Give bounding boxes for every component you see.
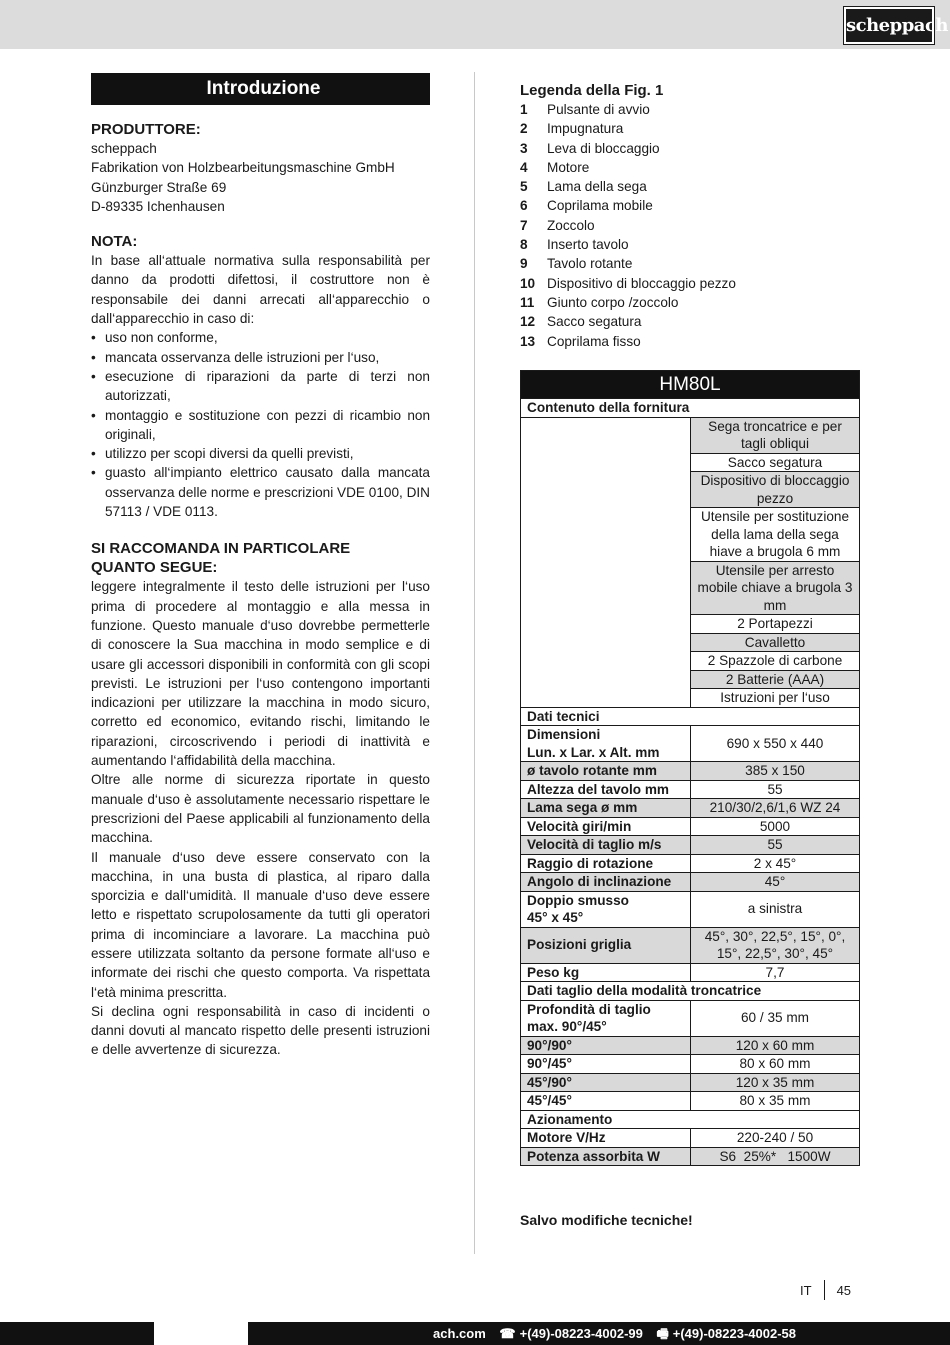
spec-value: 210/30/2,6/1,6 WZ 24 (691, 799, 860, 818)
legend-item: 2 Impugnatura (520, 121, 624, 137)
scheppach-logo: scheppach (844, 7, 934, 44)
spec-value: 2 x 45° (691, 854, 860, 873)
spec-label: Angolo di inclinazione (521, 873, 691, 892)
drive-heading: Azionamento (521, 1110, 860, 1129)
spec-label: Velocità giri/min (521, 817, 691, 836)
spec-label: ø tavolo rotante mm (521, 762, 691, 781)
list-item: • mancata osservanza delle istruzioni per l‘uso, (91, 348, 430, 367)
spec-table (520, 370, 860, 1166)
supply-item: 2 Portapezzi (691, 615, 860, 634)
spec-value: 690 x 550 x 440 (691, 726, 860, 762)
page-number: 45 (836, 1282, 852, 1298)
legend-item: 7 Zoccolo (520, 217, 595, 233)
supply-item: 2 Batterie (AAA) (691, 670, 860, 689)
spec-label: Motore V/Hz (521, 1129, 691, 1148)
spec-value: 220-240 / 50 (691, 1129, 860, 1148)
spec-value: 80 x 60 mm (691, 1055, 860, 1074)
language-code: IT (800, 1282, 812, 1298)
list-item: • uso non conforme, (91, 328, 430, 347)
legend-item: 11 Giunto corpo /zoccolo (520, 294, 679, 310)
spec-label: Altezza del tavolo mm (521, 780, 691, 799)
supply-heading: Contenuto della fornitura (521, 399, 860, 418)
spec-label: 90°/90° (521, 1036, 691, 1055)
spec-label: Lama sega ø mm (521, 799, 691, 818)
legend-item: 9 Tavolo rotante (520, 256, 633, 272)
fax-icon: 🖷 (656, 1326, 669, 1341)
manufacturer-line: scheppach (91, 141, 157, 156)
fax-number: +(49)-08223-4002-58 (672, 1326, 796, 1341)
footer-gap (154, 1322, 248, 1345)
supply-item: Sega troncatrice e per tagli obliqui (691, 417, 860, 453)
recommend-text: leggere integralmente il testo delle istruzioni per l‘uso prima di procedere al montaggio e alla messa in funzione. Questo manuale d‘uso dovrebbe permetterle di conoscere la Sua macchina in modo semplice e di usare gli accessori disponibili in conformità con gli scopi previsti. Le istruzioni per l‘uso contengono importanti indicazioni per utilizzare la macchina in modo sicuro, corretto ed economico, evitando rischi, limitando le riparazioni, circoscrivendo i periodi di inattività e aumentando l‘affidabilità della macchina. (91, 579, 430, 769)
list-item: • montaggio e sostituzione con pezzi di ricambio non originali, (91, 406, 430, 445)
tech-heading: Dati tecnici (521, 707, 860, 726)
spec-value: 45° (691, 873, 860, 892)
page-info-separator (824, 1280, 825, 1300)
manufacturer-line: Fabrikation von Holzbearbeitungsmaschine GmbH (91, 160, 395, 176)
supply-item: Dispositivo di bloccaggio pezzo (691, 472, 860, 508)
footer-bar (0, 1322, 950, 1345)
legend-title: Legenda della Fig. 1 (520, 82, 664, 99)
legend-item: 1 Pulsante di avvio (520, 102, 650, 117)
section-title: Introduzione (91, 73, 430, 105)
note-text: In base all‘attuale normativa sulla responsabilità per danno da prodotti difettosi, il costruttore non è responsabile dei danni arrecati all‘apparecchio o dall‘apparecchio in caso di: (91, 253, 430, 327)
list-item: • esecuzione di riparazioni da parte di terzi non autorizzati, (91, 367, 430, 406)
spec-label: Raggio di rotazione (521, 854, 691, 873)
recommend-text: Si declina ogni responsabilità in caso di incidenti o danni dovuti al mancato rispetto delle presenti istruzioni e delle avvertenze di sicurezza. (91, 1003, 430, 1058)
spec-value: 80 x 35 mm (691, 1092, 860, 1111)
supply-item: Cavalletto (691, 633, 860, 652)
footer-contact (433, 1322, 796, 1345)
website-link[interactable]: ach.com (433, 1326, 486, 1341)
phone-number: +(49)-08223-4002-99 (519, 1326, 643, 1341)
spec-label: 90°/45° (521, 1055, 691, 1074)
spec-label: Posizioni griglia (521, 927, 691, 963)
legend-item: 3 Leva di bloccaggio (520, 140, 660, 156)
spec-label: Peso kg (521, 963, 691, 982)
spec-value: 45°, 30°, 22,5°, 15°, 0°, 15°, 22,5°, 30°, 45° (691, 927, 860, 963)
supply-item: Utensile per arresto mobile chiave a brugola 3 mm (691, 561, 860, 615)
header-bar (0, 0, 950, 49)
spec-value: 120 x 35 mm (691, 1073, 860, 1092)
spec-label: Dimensioni Lun. x Lar. x Alt. mm (521, 726, 691, 762)
recommend-heading: QUANTO SEGUE: (91, 559, 218, 577)
recommend-text: Oltre alle norme di sicurezza riportate in questo manuale d‘uso è assolutamente necessario rispettare le prescrizioni del Paese applicabili al funzionamento della macchina. (91, 772, 430, 846)
legend-item: 5 Lama della sega (520, 179, 647, 195)
list-item: • utilizzo per scopi diversi da quelli previsti, (91, 444, 430, 463)
cut-heading: Dati taglio della modalità troncatrice (521, 982, 860, 1001)
manufacturer-heading: PRODUTTORE: (91, 121, 201, 138)
legend-item: 13 Coprilama fisso (520, 333, 641, 349)
legend-item: 12 Sacco segatura (520, 314, 642, 330)
supply-item: Sacco segatura (691, 453, 860, 472)
disclaimer-note: Salvo modifiche tecniche! (520, 1212, 693, 1228)
legend-item: 4 Motore (520, 159, 590, 175)
spec-value: a sinistra (691, 891, 860, 927)
spec-value: 60 / 35 mm (691, 1000, 860, 1036)
spec-label: 45°/45° (521, 1092, 691, 1111)
spec-label: 45°/90° (521, 1073, 691, 1092)
list-item: • guasto all‘impianto elettrico causato dalla mancata osservanza delle norme e prescrizioni VDE 0100, DIN 57113 / VDE 0113. (91, 463, 430, 521)
spec-label: Profondità di taglio max. 90°/45° (521, 1000, 691, 1036)
spec-value: 55 (691, 836, 860, 855)
manufacturer-line: D-89335 Ichenhausen (91, 198, 225, 214)
supply-item: 2 Spazzole di carbone (691, 652, 860, 671)
note-heading: NOTA: (91, 233, 138, 251)
page-info (800, 1280, 851, 1300)
spec-value: S6 25%* 1500W (691, 1147, 860, 1166)
spec-value: 385 x 150 (691, 762, 860, 781)
phone-icon: ☎ (499, 1326, 516, 1341)
model-title: HM80L (521, 371, 860, 399)
supply-item: Istruzioni per l‘uso (691, 689, 860, 708)
spec-value: 7,7 (691, 963, 860, 982)
recommend-heading: SI RACCOMANDA IN PARTICOLARE (91, 540, 351, 558)
supply-item: Utensile per sostituzione della lama della sega hiave a brugola 6 mm (691, 508, 860, 562)
legend (520, 81, 860, 351)
spec-value: 5000 (691, 817, 860, 836)
recommend-text: Il manuale d‘uso deve essere conservato con la macchina, in una busta di plastica, al riparo dalla sporcizia e dall‘umidità. Il manuale d‘uso deve essere letto e rispettato scrupolosamente da tutti gli operatori prima di incominciare a lavorare. La macchina può essere utilizzata soltanto da persone formate all‘uso e informate dei rischi che questo comporta. Va rispettata l‘età minima prescritta. (91, 849, 430, 1000)
spec-value: 55 (691, 780, 860, 799)
column-divider (474, 72, 475, 1254)
supply-spacer (521, 417, 691, 707)
legend-item: 10 Dispositivo di bloccaggio pezzo (520, 275, 736, 291)
spec-label: Potenza assorbita W (521, 1147, 691, 1166)
intro-column (91, 73, 430, 1060)
legend-item: 8 Inserto tavolo (520, 237, 629, 253)
spec-label: Doppio smusso 45° x 45° (521, 891, 691, 927)
spec-label: Velocità di taglio m/s (521, 836, 691, 855)
manufacturer-line: Günzburger Straße 69 (91, 179, 227, 195)
spec-value: 120 x 60 mm (691, 1036, 860, 1055)
note-bullet-list (91, 328, 430, 521)
legend-item: 6 Coprilama mobile (520, 198, 653, 214)
